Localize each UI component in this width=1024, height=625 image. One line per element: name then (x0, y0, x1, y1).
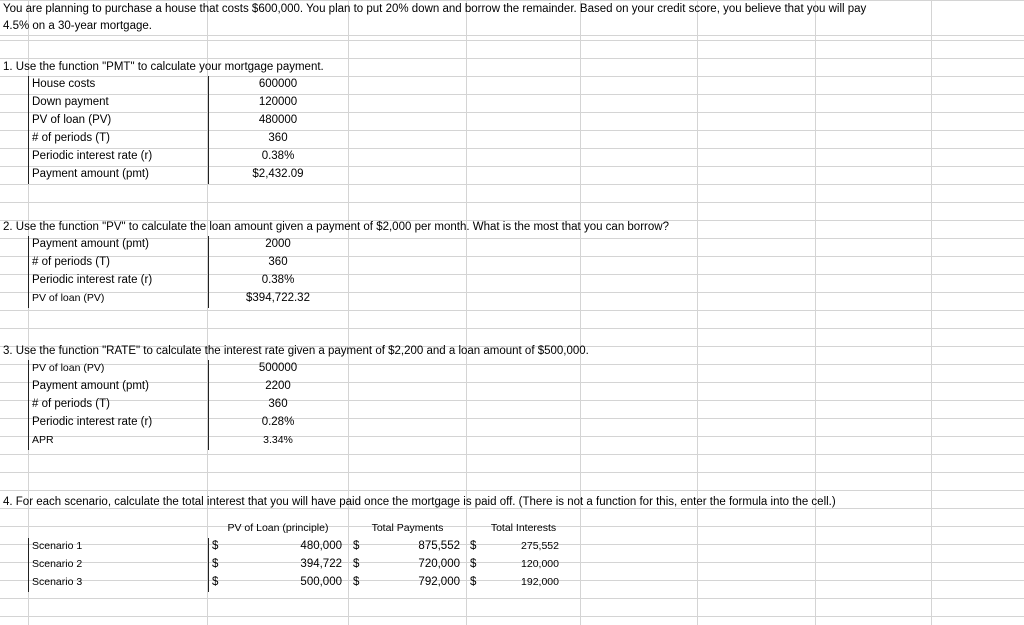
q1-label: House costs (32, 78, 96, 90)
payments-cell[interactable]: 720,000 (418, 558, 460, 570)
principal-cell[interactable]: 480,000 (300, 540, 342, 552)
q1-value-cell[interactable]: $2,432.09 (252, 168, 304, 180)
currency-symbol: $ (212, 540, 219, 552)
grid-row-line (0, 616, 1024, 617)
q3-label: Payment amount (pmt) (32, 380, 149, 392)
grid-row-line (0, 184, 1024, 185)
q2-value-cell[interactable]: 2000 (265, 238, 291, 250)
q1-label: Periodic interest rate (r) (32, 150, 153, 162)
q4-header-principal: PV of Loan (principle) (227, 522, 329, 534)
grid-row-line (0, 490, 1024, 491)
q3-value-cell[interactable]: 3.34% (263, 434, 293, 446)
intro-line-1: You are planning to purchase a house that costs $600,000. You plan to put 20% down and borrow the remainder. Based on your credit score, you believe that you will pay (3, 3, 867, 15)
principal-cell[interactable]: 500,000 (300, 576, 342, 588)
grid-row-line (0, 328, 1024, 329)
q1-value-cell[interactable]: 600000 (258, 78, 298, 90)
currency-symbol: $ (212, 558, 219, 570)
q1-value-cell[interactable]: 480000 (258, 114, 298, 126)
interest-cell[interactable]: 275,552 (521, 540, 559, 552)
currency-symbol: $ (353, 540, 360, 552)
scenario-label: Scenario 1 (32, 540, 83, 552)
interest-cell[interactable]: 192,000 (521, 576, 559, 588)
grid-row-line (0, 598, 1024, 599)
q2-value-cell[interactable]: 360 (268, 256, 288, 268)
grid-row-line (0, 310, 1024, 311)
q1-title: 1. Use the function "PMT" to calculate your mortgage payment. (3, 61, 324, 73)
q1-label: # of periods (T) (32, 132, 110, 144)
grid-row-line (0, 202, 1024, 203)
grid-row-line (0, 35, 1024, 36)
grid-row-line (0, 454, 1024, 455)
q1-value-cell[interactable]: 120000 (258, 96, 298, 108)
q4-header-payments: Total Payments (371, 522, 444, 534)
q4-header-interest: Total Interests (490, 522, 557, 534)
q3-title: 3. Use the function "RATE" to calculate the interest rate given a payment of $2,200 and a loan amount of $500,000. (3, 345, 589, 357)
scenario-label: Scenario 3 (32, 576, 83, 588)
q1-label: Payment amount (pmt) (32, 168, 149, 180)
q1-value-cell[interactable]: 360 (268, 132, 288, 144)
q2-label: Payment amount (pmt) (32, 238, 149, 250)
currency-symbol: $ (353, 576, 360, 588)
currency-symbol: $ (470, 540, 477, 552)
q3-label: APR (32, 434, 54, 446)
q3-value-cell[interactable]: 360 (268, 398, 288, 410)
q2-label: Periodic interest rate (r) (32, 274, 153, 286)
interest-cell[interactable]: 120,000 (521, 558, 559, 570)
q3-label: Periodic interest rate (r) (32, 416, 153, 428)
q3-value-cell[interactable]: 2200 (265, 380, 291, 392)
q4-title: 4. For each scenario, calculate the total interest that you will have paid once the mortgage is paid off. (There is not a function for this, enter the formula into the cell.) (3, 496, 836, 508)
q2-title: 2. Use the function "PV" to calculate the loan amount given a payment of $2,000 per month. What is the most that you can borrow? (3, 221, 669, 233)
q2-value-cell[interactable]: $394,722.32 (246, 292, 310, 304)
currency-symbol: $ (470, 576, 477, 588)
currency-symbol: $ (212, 576, 219, 588)
intro-line-2: 4.5% on a 30-year mortgage. (3, 20, 152, 32)
q3-label: PV of loan (PV) (32, 362, 105, 374)
q1-value-cell[interactable]: 0.38% (261, 150, 295, 162)
currency-symbol: $ (470, 558, 477, 570)
q3-label: # of periods (T) (32, 398, 110, 410)
currency-symbol: $ (353, 558, 360, 570)
q2-label: # of periods (T) (32, 256, 110, 268)
q2-label: PV of loan (PV) (32, 292, 105, 304)
payments-cell[interactable]: 875,552 (418, 540, 460, 552)
q1-label: Down payment (32, 96, 109, 108)
q1-label: PV of loan (PV) (32, 114, 112, 126)
payments-cell[interactable]: 792,000 (418, 576, 460, 588)
grid-row-line (0, 472, 1024, 473)
q3-value-cell[interactable]: 0.28% (261, 416, 295, 428)
q2-value-cell[interactable]: 0.38% (261, 274, 295, 286)
scenario-label: Scenario 2 (32, 558, 83, 570)
q3-value-cell[interactable]: 500000 (258, 362, 298, 374)
principal-cell[interactable]: 394,722 (300, 558, 342, 570)
grid-row-line (0, 40, 1024, 41)
